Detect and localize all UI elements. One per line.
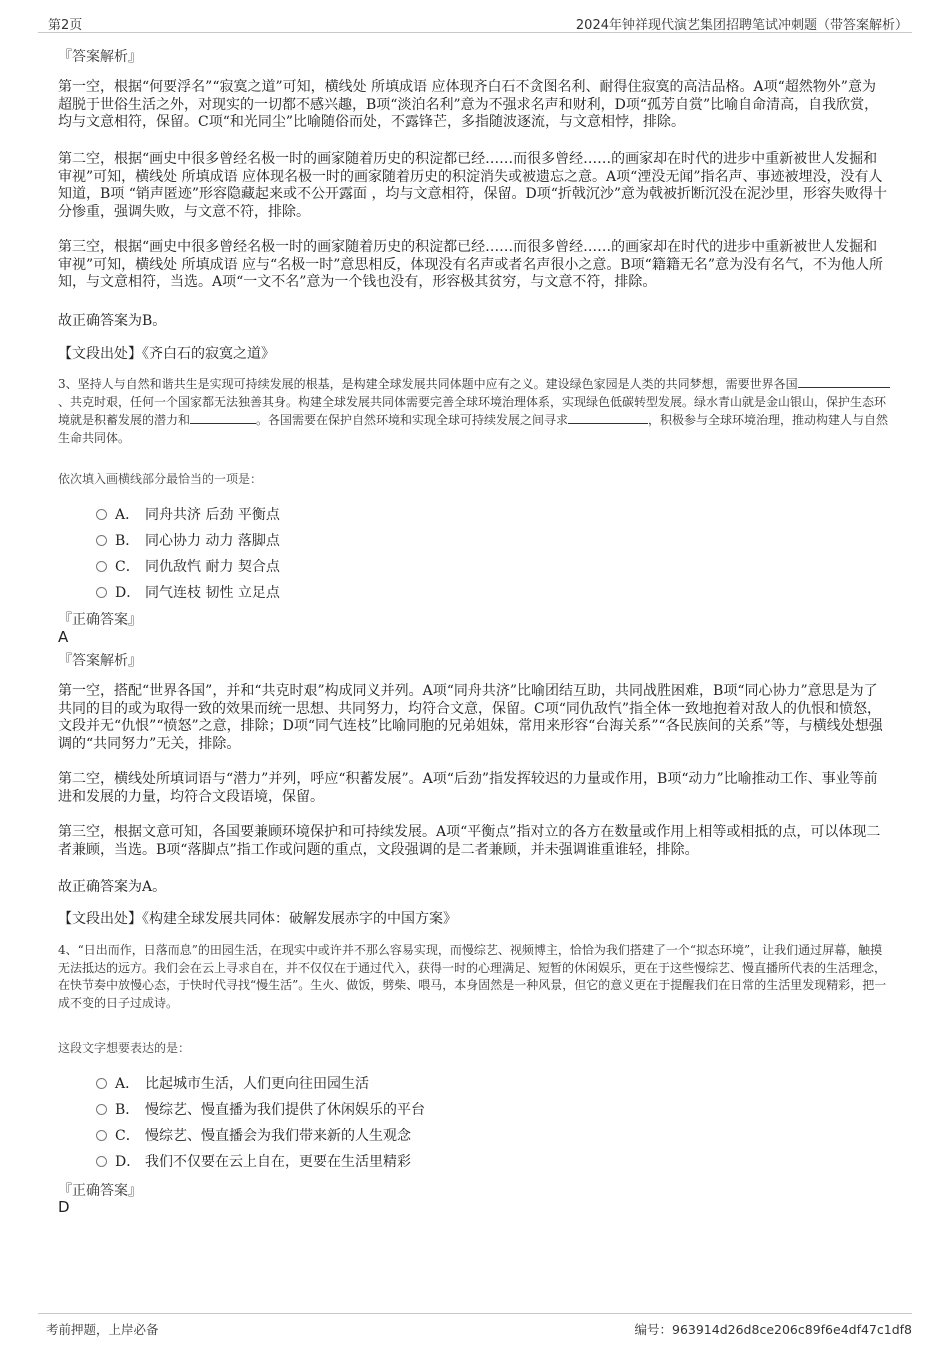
q3-option-b[interactable]: B． 同心协力 动力 落脚点: [96, 530, 280, 550]
q3-stem-part-d: ，积极参与全球环境治理，推动构建人与自然生命共同体。: [58, 413, 889, 445]
radio-icon[interactable]: [96, 509, 107, 520]
radio-icon[interactable]: [96, 1130, 107, 1141]
q4-option-c[interactable]: C． 慢综艺、慢直播会为我们带来新的人生观念: [96, 1125, 411, 1145]
q3-stem-part-c: 。各国需要在保护自然环境和实现全球可持续发展之间寻求: [256, 413, 569, 427]
document-code: 编号：963914d26d8ce206c89f6e4df47c1df8: [634, 1322, 912, 1337]
q3-analysis-p2: 第二空，横线处所填词语与“潜力”并列，呼应“积蓄发展”。A项“后劲”指发挥较迟的力量或作用，B项“动力”比喻推动工作、事业等前进和发展的力量，均符合文段语境，保留。: [58, 771, 878, 805]
q4-prompt: 这段文字想要表达的是：: [58, 1041, 191, 1055]
q3-analysis-label: 『答案解析』: [58, 653, 142, 669]
q3-conclusion: 故正确答案为A。: [58, 879, 167, 895]
q3-stem: [58, 375, 894, 447]
q3-correct-answer: A: [58, 628, 69, 646]
q4-correct-answer: D: [58, 1198, 70, 1216]
q4-option-d[interactable]: D． 我们不仅要在云上自在，更要在生活里精彩: [96, 1151, 411, 1171]
radio-icon[interactable]: [96, 535, 107, 546]
radio-icon[interactable]: [96, 587, 107, 598]
q3-correct-label: 『正确答案』: [58, 612, 142, 628]
q3-blank-1: [798, 375, 890, 388]
page-number: 第2页: [48, 18, 83, 33]
q3-blank-2: [190, 411, 256, 424]
q3-source: 【文段出处】《构建全球发展共同体：破解发展赤字的中国方案》: [58, 911, 457, 927]
q2-analysis-p3: 第三空，根据“画史中很多曾经名极一时的画家随着历史的积淀都已经……而很多曾经……的画家却在时代的进步中重新被世人发掘和审视”可知，横线处 所填成语 应与“名极一时”意思相反，体现没有名声或者名声很小之意。B项“籍籍无名”意为没有名气，不为他人所知，与文意相符，当选。A项“一文不名”意为一个钱也没有，形容极其贫穷，与文意不符，排除。: [58, 239, 883, 291]
q3-option-d[interactable]: D． 同气连枝 韧性 立足点: [96, 582, 280, 602]
q2-analysis-p2: 第二空，根据“画史中很多曾经名极一时的画家随着历史的积淀都已经……而很多曾经……的画家却在时代的进步中重新被世人发掘和审视”可知，横线处 所填成语 应体现名极一时的画家随着历史的积淀消失或被遗忘之意。A项“湮没无闻”指名声、事迹被埋没，没有人知道，B项 “销声匿迹”形容隐藏起来或不公开露面 ，均与文意相符，保留。D项“折戟沉沙”意为戟被折断沉没在泥沙里，形容失败得十分惨重，强调失败，与文意不符，排除。: [58, 151, 888, 221]
radio-icon[interactable]: [96, 1156, 107, 1167]
page-footer: [38, 1313, 912, 1340]
q2-analysis-label: 『答案解析』: [58, 49, 142, 65]
q4-option-a[interactable]: A． 比起城市生活，人们更向往田园生活: [96, 1073, 369, 1093]
q2-source: 【文段出处】《齐白石的寂寞之道》: [58, 346, 275, 362]
q3-option-a[interactable]: A． 同舟共济 后劲 平衡点: [96, 504, 280, 524]
q3-stem-part-a: 3、坚持人与自然和谐共生是实现可持续发展的根基，是构建全球发展共同体题中应有之义。建设绿色家园是人类的共同梦想，需要世界各国: [58, 377, 798, 391]
radio-icon[interactable]: [96, 1078, 107, 1089]
footer-slogan: 考前押题，上岸必备: [46, 1322, 159, 1337]
q3-option-c[interactable]: C． 同仇敌忾 耐力 契合点: [96, 556, 280, 576]
q3-stem-part-b: 、共克时艰，任何一个国家都无法独善其身。构建全球发展共同体需要完善全球环境治理体系，实现绿色低碳转型发展。绿水青山就是金山银山，保护生态环境就是积蓄发展的潜力和: [58, 394, 887, 427]
document-title: 2024年钟祥现代演艺集团招聘笔试冲刺题（带答案解析）: [575, 18, 908, 33]
q3-blank-3: [568, 411, 648, 424]
q2-analysis-p1: 第一空，根据“何要浮名”“寂寞之道”可知，横线处 所填成语 应体现齐白石不贪图名利、耐得住寂寞的高洁品格。A项“超然物外”意为超脱于世俗生活之外，对现实的一切都不感兴趣，B项“淡泊名利”意为不强求名声和财利，D项“孤芳自赏”比喻自命清高，自我欣赏，均与文意相符，保留。C项“和光同尘”比喻随俗而处，不露锋芒，多指随波逐流，与文意相悖，排除。: [58, 79, 879, 131]
radio-icon[interactable]: [96, 1104, 107, 1115]
q4-correct-label: 『正确答案』: [58, 1183, 142, 1199]
q3-prompt: 依次填入画横线部分最恰当的一项是：: [58, 472, 263, 486]
q3-analysis-p1: 第一空，搭配“世界各国”，并和“共克时艰”构成同义并列。A项“同舟共济”比喻团结互助，共同战胜困难，B项“同心协力”意思是为了共同的目的或为取得一致的效果而统一思想、共同努力，均符合文意，保留。C项“同仇敌忾”指全体一致地抱着对敌人的仇恨和愤怒，文段并无“仇恨”“愤怒”之意，排除；D项“同气连枝”比喻同胞的兄弟姐妹，常用来形容“台海关系”“各民族间的关系”等，与横线处想强调的“共同努力”无关，排除。: [58, 683, 883, 753]
page-header: [38, 10, 912, 33]
q4-option-b[interactable]: B． 慢综艺、慢直播为我们提供了休闲娱乐的平台: [96, 1099, 425, 1119]
q2-conclusion: 故正确答案为B。: [58, 313, 167, 329]
radio-icon[interactable]: [96, 561, 107, 572]
q4-stem: 4、“日出而作，日落而息”的田园生活，在现实中或许并不那么容易实现，而慢综艺、视频博主，恰恰为我们搭建了一个“拟态环境”，让我们通过屏幕，触摸无法抵达的远方。我们会在云上寻求自在，并不仅仅在于通过代入，获得一时的心理满足、短暂的休闲娱乐，更在于这些慢综艺、慢直播所代表的生活理念，在快节奏中放慢心态，于快时代寻找“慢生活”。生火、做饭，劈柴、喂马，本身固然是一种风景，但它的意义更在于提醒我们在日常的生活里发现精彩，把一成不变的日子过成诗。: [58, 943, 887, 1010]
q3-analysis-p3: 第三空，根据文意可知，各国要兼顾环境保护和可持续发展。A项“平衡点”指对立的各方在数量或作用上相等或相抵的点，可以体现二者兼顾，当选。B项“落脚点”指工作或问题的重点，文段强调的是二者兼顾，并未强调谁重谁轻，排除。: [58, 824, 881, 858]
